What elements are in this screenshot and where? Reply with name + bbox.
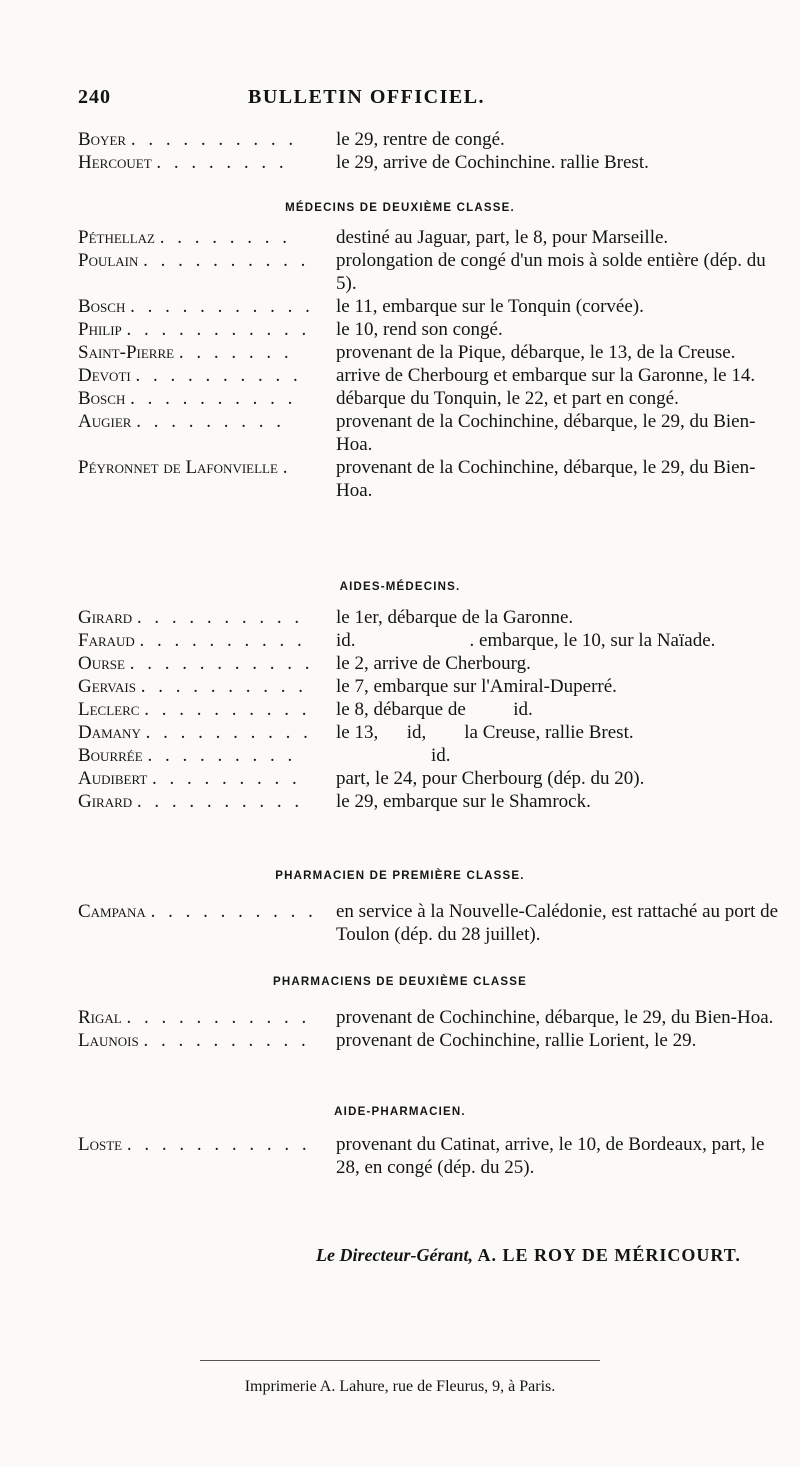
list-item: Rigal . . . . . . . . . . . provenant de Cochinchine, débarque, le 29, du Bien-Hoa. <box>78 1006 790 1029</box>
entry-name: Loste <box>78 1134 123 1155</box>
list-item: Girard . . . . . . . . . . le 1er, débarque de la Garonne. <box>78 606 790 629</box>
entry-name: Girard <box>78 607 133 628</box>
entry-name: Devoti <box>78 365 131 386</box>
entries-group-medecins <box>78 226 790 502</box>
list-item: Bosch . . . . . . . . . . débarque du Tonquin, le 22, et part en congé. <box>78 387 790 410</box>
entry-name: Bourrée <box>78 745 143 766</box>
list-item: Gervais . . . . . . . . . . le 7, embarque sur l'Amiral-Duperré. <box>78 675 790 698</box>
entry-name: Hercouet <box>78 152 152 173</box>
entry-name: Audibert <box>78 768 148 789</box>
entries-group-aide-pharmacien <box>78 1133 790 1179</box>
entry-name: Augier <box>78 411 132 432</box>
entry-name: Faraud <box>78 630 135 651</box>
entry-name: Ourse <box>78 653 125 674</box>
list-item: Poulain . . . . . . . . . . prolongation de congé d'un mois à solde entière (dép. du 5). <box>78 249 790 295</box>
entry-name: Gervais <box>78 676 136 697</box>
list-item: Girard . . . . . . . . . . le 29, embarque sur le Shamrock. <box>78 790 790 813</box>
signature-label: Le Directeur-Gérant, <box>316 1245 473 1265</box>
entry-text: le 29, embarque sur le Shamrock. <box>336 791 591 812</box>
entry-name: Campana <box>78 901 146 922</box>
list-item: Bosch . . . . . . . . . . . le 11, embarque sur le Tonquin (corvée). <box>78 295 790 318</box>
list-item: Campana . . . . . . . . . . en service à la Nouvelle-Calédonie, est rattaché au port de Toulon (dép. du 28 juillet). <box>78 900 790 946</box>
page-number: 240 <box>78 86 111 108</box>
entry-name: Launois <box>78 1030 139 1051</box>
entry-text: provenant de la Cochinchine, débarque, le 29, du Bien-Hoa. <box>336 411 756 455</box>
entry-name: Péthellaz <box>78 227 155 248</box>
page-header <box>78 86 778 116</box>
footer-divider <box>200 1360 600 1361</box>
entries-group-pharmaciens-2 <box>78 1006 790 1052</box>
entry-name: Bosch <box>78 388 126 409</box>
list-item: Faraud . . . . . . . . . . id. . embarque, le 10, sur la Naïade. <box>78 629 790 652</box>
section-heading: AIDE-PHARMACIEN. <box>334 1106 466 1118</box>
entry-name: Saint-Pierre <box>78 342 175 363</box>
entry-text: id. . embarque, le 10, sur la Naïade. <box>336 630 716 651</box>
section-heading: MÉDECINS DE DEUXIÈME CLASSE. <box>285 202 515 214</box>
list-item: Boyer . . . . . . . . . . le 29, rentre de congé. <box>78 128 790 151</box>
list-item: Audibert . . . . . . . . . part, le 24, pour Cherbourg (dép. du 20). <box>78 767 790 790</box>
list-item: Leclerc . . . . . . . . . . le 8, débarque de id. <box>78 698 790 721</box>
entry-text: débarque du Tonquin, le 22, et part en congé. <box>336 388 679 409</box>
entry-text: prolongation de congé d'un mois à solde entière (dép. du 5). <box>336 250 766 294</box>
list-item: Péyronnet de Lafonvielle . provenant de la Cochinchine, débarque, le 29, du Bien-Hoa. <box>78 456 790 502</box>
entry-text: provenant de la Cochinchine, débarque, le 29, du Bien-Hoa. <box>336 457 756 501</box>
signature-name: A. LE ROY DE MÉRICOURT. <box>477 1245 741 1265</box>
list-item: Hercouet . . . . . . . . le 29, arrive de Cochinchine. rallie Brest. <box>78 151 790 174</box>
entry-text: provenant de Cochinchine, rallie Lorient, le 29. <box>336 1030 697 1051</box>
signature <box>316 1245 741 1266</box>
entries-group-pharmacien-1 <box>78 900 790 946</box>
entries-group-aides-medecins <box>78 606 790 813</box>
entry-text: destiné au Jaguar, part, le 8, pour Marseille. <box>336 227 669 248</box>
entry-text: le 1er, débarque de la Garonne. <box>336 607 574 628</box>
entry-text: le 29, arrive de Cochinchine. rallie Brest. <box>336 152 649 173</box>
entry-name: Girard <box>78 791 133 812</box>
entry-text: le 2, arrive de Cherbourg. <box>336 653 531 674</box>
list-item: Augier . . . . . . . . . provenant de la Cochinchine, débarque, le 29, du Bien-Hoa. <box>78 410 790 456</box>
entry-text: le 10, rend son congé. <box>336 319 503 340</box>
entry-text: arrive de Cherbourg et embarque sur la Garonne, le 14. <box>336 365 756 386</box>
entry-text: le 13, id, la Creuse, rallie Brest. <box>336 722 634 743</box>
entry-name: Rigal <box>78 1007 122 1028</box>
entry-text: provenant du Catinat, arrive, le 10, de Bordeaux, part, le 28, en congé (dép. du 25). <box>336 1134 765 1178</box>
entry-name: Péyronnet de Lafonvielle <box>78 457 278 478</box>
list-item: Ourse . . . . . . . . . . . le 2, arrive de Cherbourg. <box>78 652 790 675</box>
list-item: Péthellaz . . . . . . . . destiné au Jaguar, part, le 8, pour Marseille. <box>78 226 790 249</box>
entry-name: Boyer <box>78 129 127 150</box>
entry-text: id. <box>336 745 451 766</box>
entry-name: Philip <box>78 319 122 340</box>
section-heading: AIDES-MÉDECINS. <box>339 581 461 593</box>
entry-name: Damany <box>78 722 141 743</box>
entry-text: en service à la Nouvelle-Calédonie, est rattaché au port de Toulon (dép. du 28 juillet). <box>336 901 779 945</box>
entry-text: part, le 24, pour Cherbourg (dép. du 20). <box>336 768 645 789</box>
entries-group-unheaded <box>78 128 790 174</box>
list-item: Bourrée . . . . . . . . . id. <box>78 744 790 767</box>
page-title: BULLETIN OFFICIEL. <box>248 86 486 108</box>
list-item: Launois . . . . . . . . . . provenant de Cochinchine, rallie Lorient, le 29. <box>78 1029 790 1052</box>
entry-text: provenant de la Pique, débarque, le 13, de la Creuse. <box>336 342 736 363</box>
printer-imprint: Imprimerie A. Lahure, rue de Fleurus, 9, à Paris. <box>244 1378 556 1395</box>
entry-text: le 29, rentre de congé. <box>336 129 505 150</box>
entry-text: provenant de Cochinchine, débarque, le 29, du Bien-Hoa. <box>336 1007 774 1028</box>
entry-name: Bosch <box>78 296 126 317</box>
list-item: Devoti . . . . . . . . . . arrive de Cherbourg et embarque sur la Garonne, le 14. <box>78 364 790 387</box>
list-item: Saint-Pierre . . . . . . . provenant de la Pique, débarque, le 13, de la Creuse. <box>78 341 790 364</box>
list-item: Philip . . . . . . . . . . . le 10, rend son congé. <box>78 318 790 341</box>
list-item: Damany . . . . . . . . . . le 13, id, la Creuse, rallie Brest. <box>78 721 790 744</box>
entry-text: le 8, débarque de id. <box>336 699 533 720</box>
entry-text: le 11, embarque sur le Tonquin (corvée). <box>336 296 644 317</box>
section-heading: PHARMACIEN DE PREMIÈRE CLASSE. <box>275 870 525 882</box>
entry-name: Poulain <box>78 250 139 271</box>
list-item: Loste . . . . . . . . . . . provenant du Catinat, arrive, le 10, de Bordeaux, part, le 28, en congé (dép. du 25). <box>78 1133 790 1179</box>
entry-text: le 7, embarque sur l'Amiral-Duperré. <box>336 676 617 697</box>
entry-name: Leclerc <box>78 699 140 720</box>
section-heading: PHARMACIENS DE DEUXIÈME CLASSE <box>273 976 527 988</box>
